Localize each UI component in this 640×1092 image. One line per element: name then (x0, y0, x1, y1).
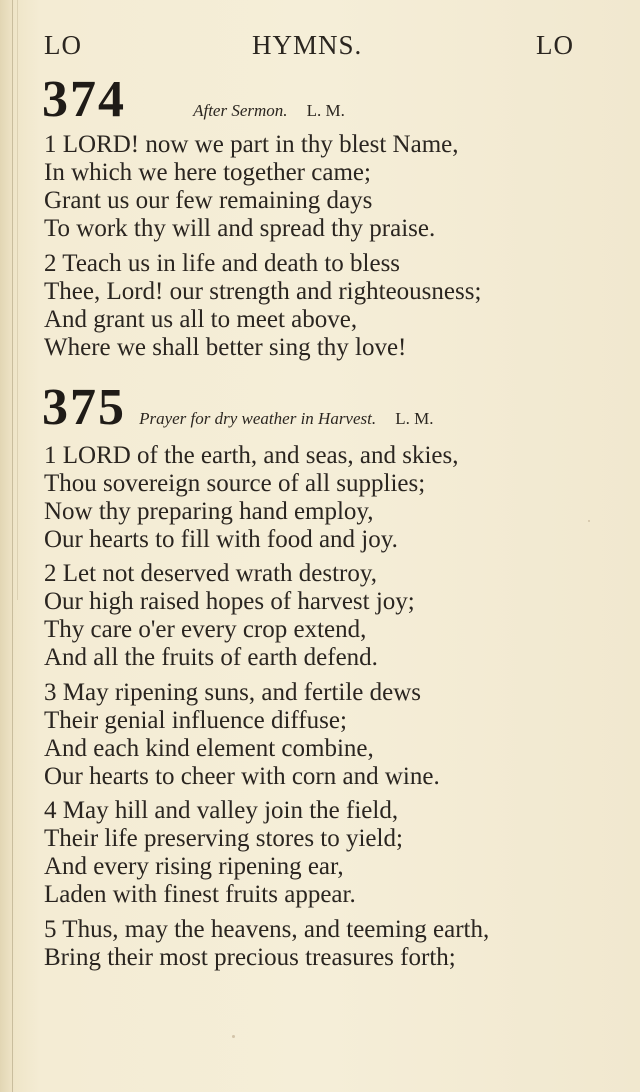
page-binding-shadow (17, 0, 18, 600)
hymn-meter: L. M. (306, 101, 345, 120)
running-head-right: LO (536, 30, 574, 60)
hymn-375-heading (42, 378, 433, 437)
paper-speck (232, 1035, 235, 1038)
hymn-title: After Sermon. (193, 101, 288, 120)
verse-line: 2 Teach us in life and death to bless (44, 250, 401, 277)
hymn-374-heading (42, 70, 345, 129)
verse-line: Where we shall better sing thy love! (44, 334, 407, 361)
verse-line: 3 May ripening suns, and fertile dews (44, 679, 422, 706)
hymn-number: 375 (42, 379, 126, 436)
verse-line: And grant us all to meet above, (44, 306, 358, 333)
hymn-meter: L. M. (395, 409, 434, 428)
verse-line: Bring their most precious treasures forth; (44, 944, 456, 971)
verse-line: Laden with finest fruits appear. (44, 881, 356, 908)
verse-line: 1 LORD of the earth, and seas, and skies, (44, 442, 459, 469)
verse-line: Their life preserving stores to yield; (44, 825, 403, 852)
verse-line: In which we here together came; (44, 159, 371, 186)
verse-line: To work thy will and spread thy praise. (44, 215, 436, 242)
verse-line: Our high raised hopes of harvest joy; (44, 588, 415, 615)
page-binding-edge (12, 0, 13, 1092)
verse-line: Now thy preparing hand employ, (44, 498, 374, 525)
verse-line: 2 Let not deserved wrath destroy, (44, 560, 377, 587)
verse-line: Our hearts to fill with food and joy. (44, 526, 398, 553)
running-head-left: LO (44, 30, 82, 60)
verse-line: Thy care o'er every crop extend, (44, 616, 367, 643)
verse-line: Thou sovereign source of all supplies; (44, 470, 426, 497)
verse-line: Thee, Lord! our strength and righteousness; (44, 278, 482, 305)
paper-speck (588, 520, 590, 522)
verse-line: Grant us our few remaining days (44, 187, 373, 214)
verse-line: And each kind element combine, (44, 735, 374, 762)
verse-line: Our hearts to cheer with corn and wine. (44, 763, 440, 790)
verse-line: And all the fruits of earth defend. (44, 644, 378, 671)
verse-line: 1 LORD! now we part in thy blest Name, (44, 131, 459, 158)
hymn-title: Prayer for dry weather in Harvest. (139, 409, 377, 428)
hymn-number: 374 (42, 71, 126, 128)
verse-line: 5 Thus, may the heavens, and teeming earth, (44, 916, 490, 943)
verse-line: Their genial influence diffuse; (44, 707, 347, 734)
running-head-title: HYMNS. (252, 30, 363, 60)
verse-line: And every rising ripening ear, (44, 853, 344, 880)
verse-line: 4 May hill and valley join the field, (44, 797, 399, 824)
